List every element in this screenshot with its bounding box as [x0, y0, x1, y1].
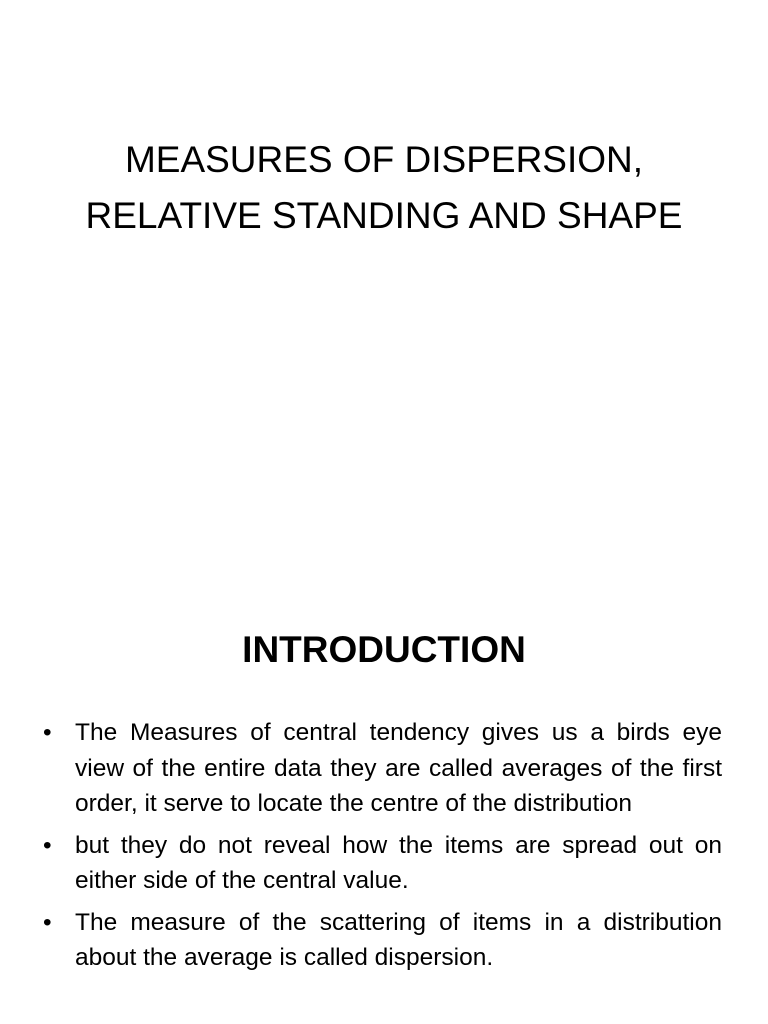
section-heading: INTRODUCTION [242, 629, 526, 670]
bullet-icon: • [43, 908, 52, 936]
list-item [40, 905, 722, 976]
bullet-icon: • [43, 719, 52, 746]
list-item [40, 828, 722, 899]
bullet-list [40, 715, 722, 982]
bullet-text: The Measures of central tendency gives us a birds eye view of the entire data they are called averages of the first order, it serve to locate the centre of the distribution [75, 719, 722, 817]
slide-title: MEASURES OF DISPERSION, RELATIVE STANDING AND SHAPE [85, 139, 683, 236]
bullet-icon: • [43, 831, 52, 859]
bullet-text: but they do not reveal how the items are spread out on either side of the central value. [75, 831, 722, 894]
bullet-text: The measure of the scattering of items in a distribution about the average is called dispersion. [75, 908, 722, 971]
list-item [40, 715, 722, 822]
